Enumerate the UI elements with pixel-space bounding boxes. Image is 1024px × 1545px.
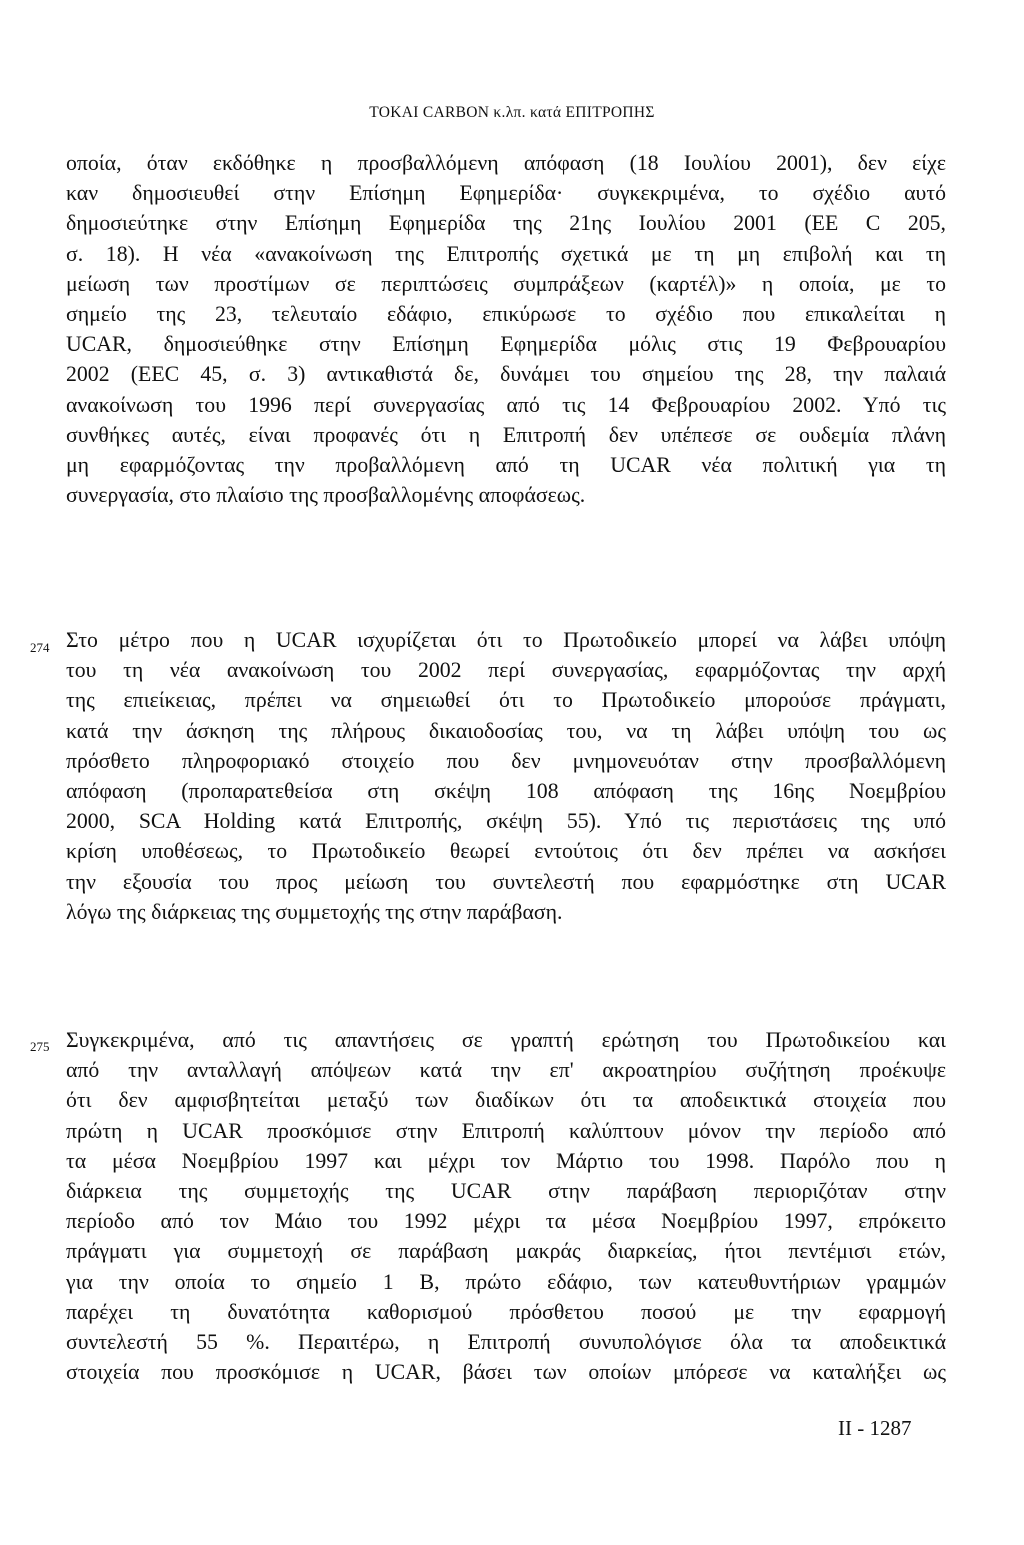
text-line: μείωση των προστίμων σε περιπτώσεις συμπράξεων (καρτέλ)» η οποία, με το — [66, 271, 946, 296]
text-line: ότι δεν αμφισβητείται μεταξύ των διαδίκων ότι τα αποδεικτικά στοιχεία που — [66, 1088, 946, 1113]
text-line: καν δημοσιευθεί στην Επίσημη Εφημερίδα· συγκεκριμένα, το σχέδιο αυτό — [66, 181, 946, 206]
running-header: TOKAI CARBON κ.λπ. κατά ΕΠΙΤΡΟΠΗΣ — [369, 104, 655, 121]
text-line: δημοσιεύτηκε στην Επίσημη Εφημερίδα της 21ης Ιουλίου 2001 (ΕΕ C 205, — [66, 211, 946, 236]
text-line: απόφαση (προπαρατεθείσα στη σκέψη 108 απόφαση της 16ης Νοεμβρίου — [66, 779, 946, 804]
text-line: πρώτη η UCAR προσκόμισε στην Επιτροπή καλύπτουν μόνον την περίοδο από — [66, 1118, 946, 1143]
paragraph-274 — [66, 625, 946, 927]
text-line: πράγματι για συμμετοχή σε παράβαση μακράς διαρκείας, ήτοι πεντέμισι ετών, — [66, 1239, 946, 1264]
text-line: οποία, όταν εκδόθηκε η προσβαλλόμενη απόφαση (18 Ιουλίου 2001), δεν είχε — [66, 151, 946, 175]
text-line: τα μέσα Νοεμβρίου 1997 και μέχρι τον Μάρτιο του 1998. Παρόλο που η — [66, 1148, 946, 1173]
paragraph-number-275: 275 — [30, 1039, 50, 1054]
text-line: διάρκεια της συμμετοχής της UCAR στην παράβαση περιοριζόταν στην — [66, 1179, 946, 1204]
text-line: από την ανταλλαγή απόψεων κατά την επ' ακροατηρίου συζήτηση προέκυψε — [66, 1058, 946, 1083]
text-line: λόγω της διάρκειας της συμμετοχής της στην παράβαση. — [66, 899, 563, 924]
text-line: συνεργασία, στο πλαίσιο της προσβαλλομένης αποφάσεως. — [66, 483, 586, 508]
text-line: σημείο της 23, τελευταίο εδάφιο, επικύρωσε το σχέδιο που επικαλείται η — [66, 302, 946, 327]
paragraph-number-274: 274 — [30, 640, 50, 655]
text-line: 2000, SCA Holding κατά Επιτροπής, σκέψη 55). Υπό τις περιστάσεις της υπό — [66, 809, 946, 834]
text-line: σ. 18). Η νέα «ανακοίνωση της Επιτροπής σχετικά με τη μη επιβολή και τη — [66, 241, 946, 266]
text-line: κρίση υποθέσεως, το Πρωτοδικείο θεωρεί εντούτοις ότι δεν πρέπει να ασκήσει — [66, 839, 946, 864]
text-line: για την οποία το σημείο 1 Β, πρώτο εδάφιο, των κατευθυντήριων γραμμών — [66, 1269, 946, 1294]
text-line: πρόσθετο πληροφοριακό στοιχείο που δεν μνημονευόταν στην προσβαλλόμενη — [66, 748, 946, 773]
text-line: την εξουσία του προς μείωση του συντελεστή που εφαρμόστηκε στη UCAR — [66, 869, 946, 894]
text-line: στοιχεία που προσκόμισε η UCAR, βάσει των οποίων μπόρεσε να καταλήξει ως — [66, 1360, 946, 1385]
text-line: μη εφαρμόζοντας την προβαλλόμενη από τη UCAR νέα πολιτική για τη — [66, 453, 946, 478]
text-line: παρέχει τη δυνατότητα καθορισμού πρόσθετου ποσού με την εφαρμογή — [66, 1299, 946, 1324]
text-line: Στο μέτρο που η UCAR ισχυρίζεται ότι το Πρωτοδικείο μπορεί να λάβει υπόψη — [66, 628, 946, 652]
text-line: του τη νέα ανακοίνωση του 2002 περί συνεργασίας, εφαρμόζοντας την αρχή — [66, 658, 946, 683]
text-line: της επιείκειας, πρέπει να σημειωθεί ότι το Πρωτοδικείο μπορούσε πράγματι, — [66, 688, 946, 713]
text-line: συντελεστή 55 %. Περαιτέρω, η Επιτροπή συνυπολόγισε όλα τα αποδεικτικά — [66, 1330, 946, 1355]
text-line: UCAR, δημοσιεύθηκε στην Επίσημη Εφημερίδα μόλις στις 19 Φεβρουαρίου — [66, 332, 946, 357]
text-line: κατά την άσκηση της πλήρους δικαιοδοσίας του, να τη λάβει υπόψη του ως — [66, 718, 946, 743]
text-line: συνθήκες αυτές, είναι προφανές ότι η Επιτροπή δεν υπέπεσε σε ουδεμία πλάνη — [66, 422, 946, 447]
intro-paragraph — [66, 148, 946, 510]
text-line: ανακοίνωση του 1996 περί συνεργασίας από τις 14 Φεβρουαρίου 2002. Υπό τις — [66, 392, 946, 417]
text-line: περίοδο από τον Μάιο του 1992 μέχρι τα μέσα Νοεμβρίου 1997, επρόκειτο — [66, 1209, 946, 1234]
text-line: 2002 (ΕΕC 45, σ. 3) αντικαθιστά δε, δυνάμει του σημείου της 28, την παλαιά — [66, 362, 946, 387]
page-number: II - 1287 — [838, 1416, 912, 1440]
paragraph-275 — [66, 1025, 946, 1387]
text-line: Συγκεκριμένα, από τις απαντήσεις σε γραπτή ερώτηση του Πρωτοδικείου και — [66, 1028, 946, 1052]
